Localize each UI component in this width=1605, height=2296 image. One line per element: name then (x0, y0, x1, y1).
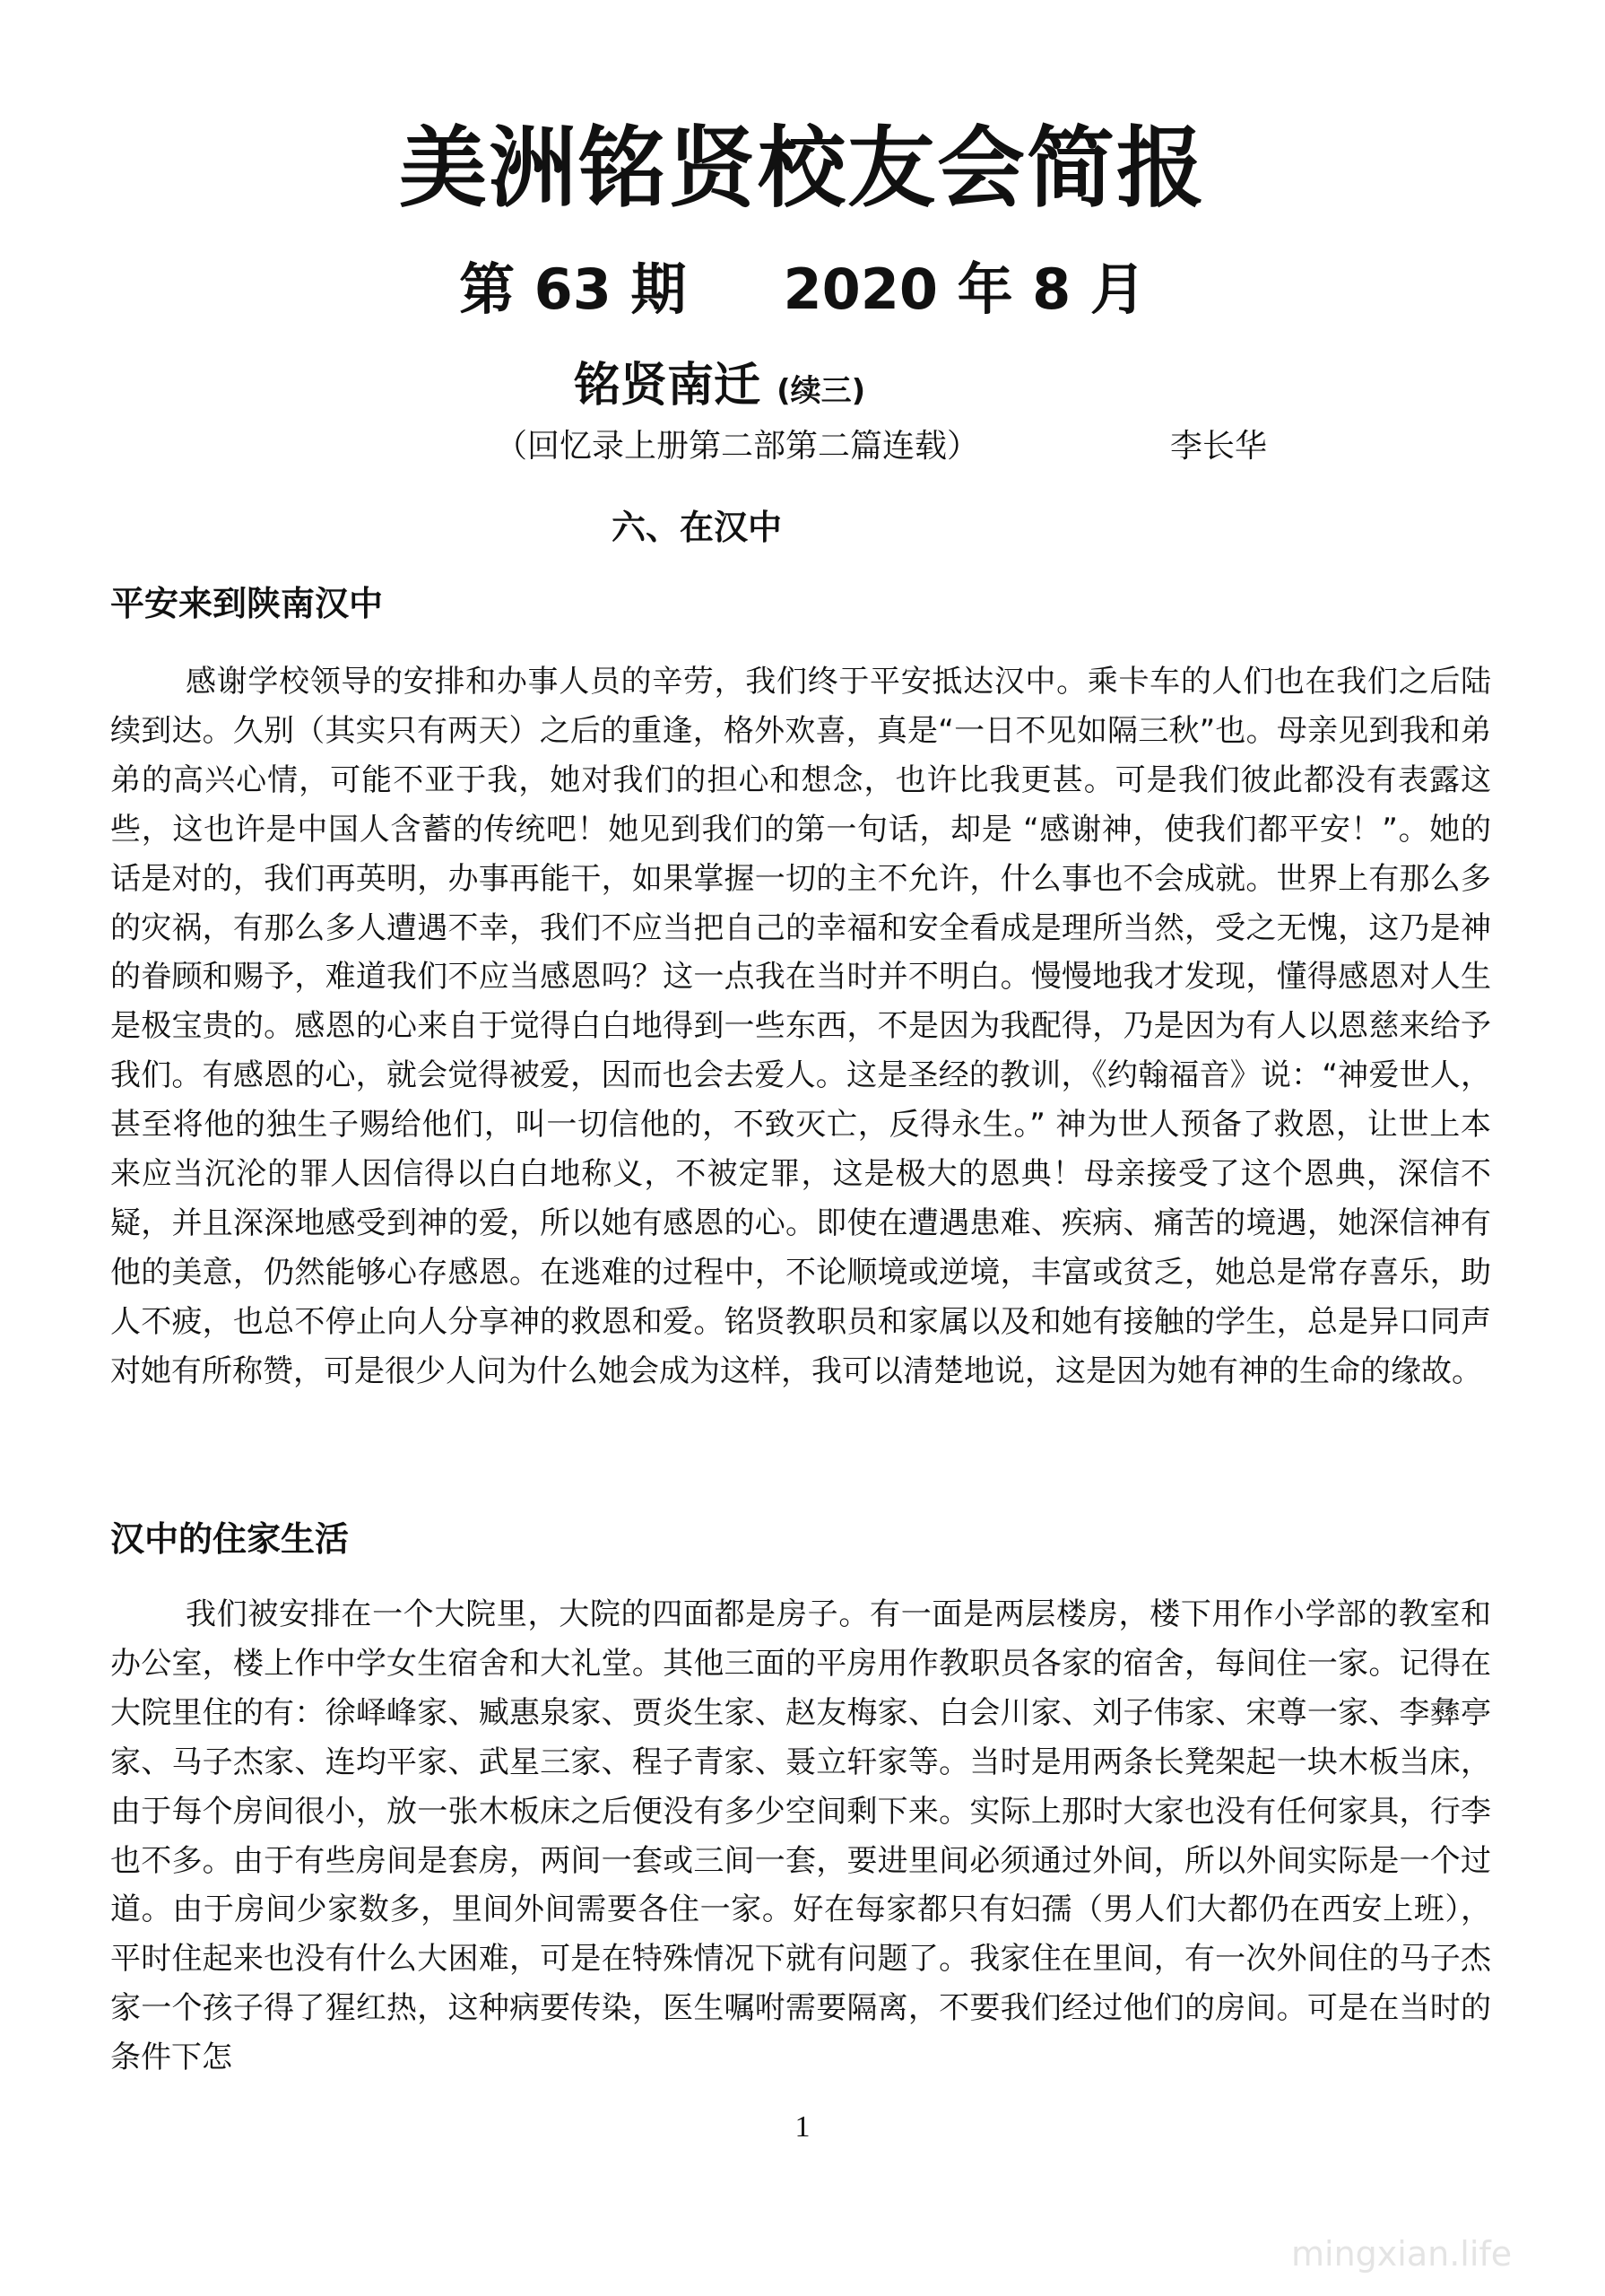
article-subtitle: （回忆录上册第二部第二篇连载） (495, 428, 980, 465)
article-title: 铭贤南迁 (574, 359, 761, 413)
section-paragraph: 感谢学校领导的安排和办事人员的辛劳，我们终于平安抵达汉中。乘卡车的人们也在我们之后陆续到达。久别（其实只有两天）之后的重逢，格外欢喜，真是“一日不见如隔三秋”也。母亲见到我和弟弟的高兴心情，可能不亚于我，她对我们的担心和想念，也许比我更甚。可是我们彼此都没有表露这些，这也许是中国人含蓄的传统吧！她见到我们的第一句话，却是 “感谢神，使我们都平安！”。她的话是对的，我们再英明，办事再能干，如果掌握一切的主不允许，什么事也不会成就。世界上有那么多的灾祸，有那么多人遭遇不幸，我们不应当把自己的幸福和安全看成是理所当然，受之无愧，这乃是神的眷顾和赐予，难道我们不应当感恩吗？这一点我在当时并不明白。慢慢地我才发现，懂得感恩对人生是极宝贵的。感恩的心来自于觉得白白地得到一些东西，不是因为我配得，乃是因为有人以恩慈来给予我们。有感恩的心，就会觉得被爱，因而也会去爱人。这是圣经的教训，《约翰福音》说：“神爱世人，甚至将他的独生子赐给他们，叫一切信他的，不致灭亡，反得永生。” 神为世人预备了救恩，让世上本来应当沉沦的罪人因信得以白白地称义，不被定罪，这是极大的恩典！母亲接受了这个恩典，深信不疑，并且深深地感受到神的爱，所以她有感恩的心。即使在遭遇患难、疾病、痛苦的境遇，她深信神有他的美意，仍然能够心存感恩。在逃难的过程中，不论顺境或逆境，丰富或贫乏，她总是常存喜乐，助人不疲，也总不停止向人分享神的救恩和爱。铭贤教职员和家属以及和她有接触的学生，总是异口同声对她有所称赞，可是很少人问为什么她会成为这样，我可以清楚地说，这是因为她有神的生命的缘故。 (110, 664, 1491, 1389)
section-heading: 汉中的住家生活 (110, 1519, 350, 1559)
newsletter-title: 美洲铭贤校友会简报 (398, 117, 1206, 220)
issue-line: 第 63 期 2020 年 8 月 (459, 257, 1146, 322)
watermark: mingxian.life (1291, 2234, 1513, 2274)
article-author: 李长华 (1170, 428, 1268, 465)
section-heading: 平安来到陕南汉中 (110, 584, 384, 623)
page-number: 1 (794, 2110, 811, 2144)
section-paragraph: 我们被安排在一个大院里，大院的四面都是房子。有一面是两层楼房，楼下用作小学部的教室和办公室，楼上作中学女生宿舍和大礼堂。其他三面的平房用作教职员各家的宿舍，每间住一家。记得在大院里住的有：徐峄峰家、臧惠泉家、贾炎生家、赵友梅家、白会川家、刘子伟家、宋尊一家、李彝亭家、马子杰家、连均平家、武星三家、程子青家、聂立轩家等。当时是用两条长凳架起一块木板当床，由于每个房间很小，放一张木板床之后便没有多少空间剩下来。实际上那时大家也没有任何家具，行李也不多。由于有些房间是套房，两间一套或三间一套，要进里间必须通过外间，所以外间实际是一个过道。由于房间少家数多，里间外间需要各住一家。好在每家都只有妇孺（男人们大都仍在西安上班），平时住起来也没有什么大困难，可是在特殊情况下就有问题了。我家住在里间，有一次外间住的马子杰家一个孩子得了猩红热，这种病要传染，医生嘱咐需要隔离，不要我们经过他们的房间。可是在当时的条件下怎 (110, 1596, 1491, 2076)
article-continuation: (续三) (776, 373, 866, 409)
article-title-block (574, 354, 865, 422)
chapter-heading: 六、在汉中 (612, 508, 783, 547)
